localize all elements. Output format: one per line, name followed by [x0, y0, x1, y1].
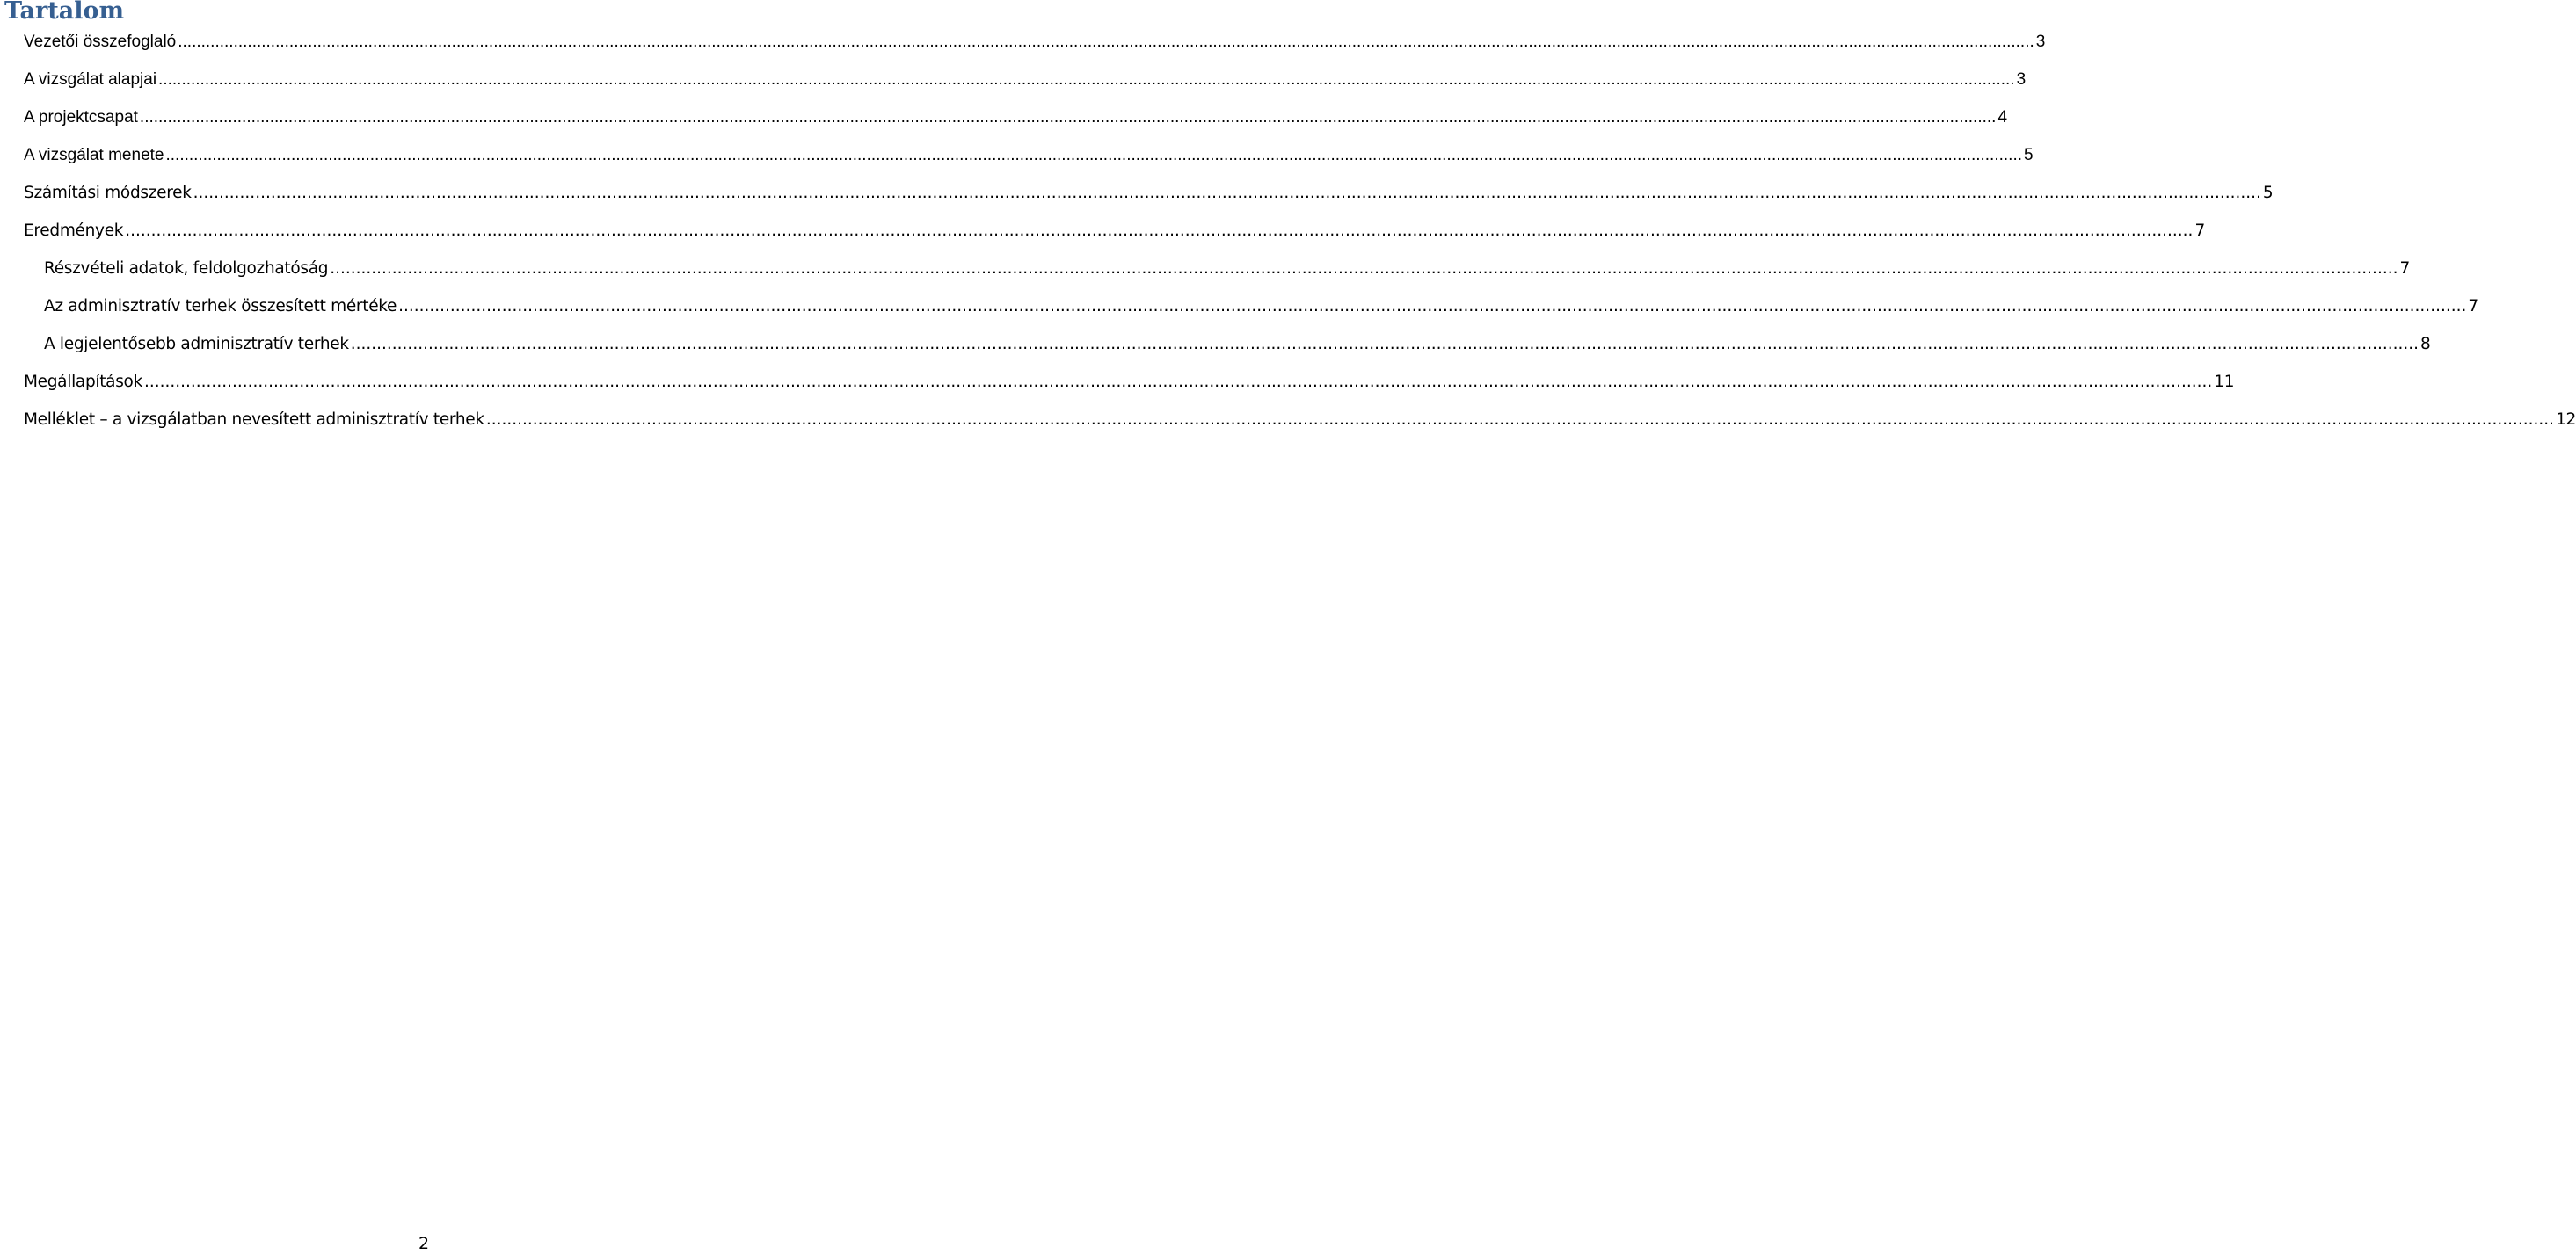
toc-dot-leader: ................................................................................................................................................................................................................................................................................................................................................................................................................ — [330, 259, 2398, 278]
toc-entry-title: Részvételi adatok, feldolgozhatóság — [44, 259, 329, 278]
toc-entry-page: 5 — [2262, 184, 2274, 202]
toc-entry-title: Melléklet – a vizsgálatban nevesített adminisztratív terhek — [24, 410, 484, 429]
toc-entry-page: 12 — [2556, 410, 2576, 429]
toc-entry-osszesitett-merteke[interactable] — [44, 294, 2478, 319]
toc-entry-page: 5 — [2024, 146, 2034, 164]
page-number: 2 — [418, 1234, 430, 1253]
toc-entry-title: A legjelentősebb adminisztratív terhek — [44, 335, 349, 353]
toc-dot-leader: ................................................................................................................................................................................................................................................................................................................................................................................................................ — [193, 184, 2261, 202]
toc-dot-leader: ................................................................................................................................................................................................................................................................................................................................................................................................................ — [178, 33, 2034, 51]
toc-entry-title: Megállapítások — [24, 373, 142, 391]
toc-entry-a-vizsgalat-menete[interactable] — [24, 143, 2034, 168]
toc-entry-page: 4 — [1997, 108, 2008, 127]
toc-entry-melleklet[interactable] — [24, 408, 2576, 432]
toc-entry-title: Eredmények — [24, 221, 124, 240]
toc-entry-megallapitasok[interactable] — [24, 370, 2235, 395]
toc-entry-page: 3 — [2035, 33, 2046, 51]
toc-entry-title: Az adminisztratív terhek összesített mértéke — [44, 297, 397, 316]
toc-entry-page: 7 — [2468, 297, 2478, 316]
toc-entry-title: Számítási módszerek — [24, 184, 192, 202]
toc-entry-title: A vizsgálat alapjai — [24, 70, 157, 89]
toc-entry-reszveteli-adatok[interactable] — [44, 257, 2410, 281]
toc-entry-page: 8 — [2420, 335, 2431, 353]
toc-entry-page: 3 — [2016, 70, 2027, 89]
toc-dot-leader: ................................................................................................................................................................................................................................................................................................................................................................................................................ — [125, 221, 2194, 240]
toc-entry-title: A vizsgálat menete — [24, 146, 164, 164]
toc-dot-leader: ................................................................................................................................................................................................................................................................................................................................................................................................................ — [143, 373, 2213, 391]
toc-entry-vezetoi-osszefoglalo[interactable] — [24, 30, 2046, 54]
toc-entry-legjelentosebb-terhek[interactable] — [44, 332, 2431, 357]
toc-entry-page: 7 — [2194, 221, 2205, 240]
toc-entry-page: 11 — [2214, 373, 2235, 391]
toc-dot-leader: ................................................................................................................................................................................................................................................................................................................................................................................................................ — [139, 108, 1997, 127]
toc-entry-a-projektcsapat[interactable] — [24, 105, 2008, 130]
toc-heading: Tartalom — [4, 0, 125, 25]
toc-entry-eredmenyek[interactable] — [24, 219, 2205, 243]
toc-entry-page: 7 — [2399, 259, 2410, 278]
toc-entry-a-vizsgalat-alapjai[interactable] — [24, 68, 2027, 92]
toc-dot-leader: ................................................................................................................................................................................................................................................................................................................................................................................................................ — [158, 70, 2015, 89]
toc-dot-leader: ................................................................................................................................................................................................................................................................................................................................................................................................................ — [165, 146, 2023, 164]
toc-entry-title: A projektcsapat — [24, 108, 138, 127]
toc-entry-title: Vezetői összefoglaló — [24, 33, 177, 51]
toc-dot-leader: ................................................................................................................................................................................................................................................................................................................................................................................................................ — [398, 297, 2467, 316]
toc-dot-leader: ................................................................................................................................................................................................................................................................................................................................................................................................................ — [485, 410, 2555, 429]
toc-entry-szamitasi-modszerek[interactable] — [24, 181, 2274, 206]
toc-dot-leader: ................................................................................................................................................................................................................................................................................................................................................................................................................ — [350, 335, 2419, 353]
